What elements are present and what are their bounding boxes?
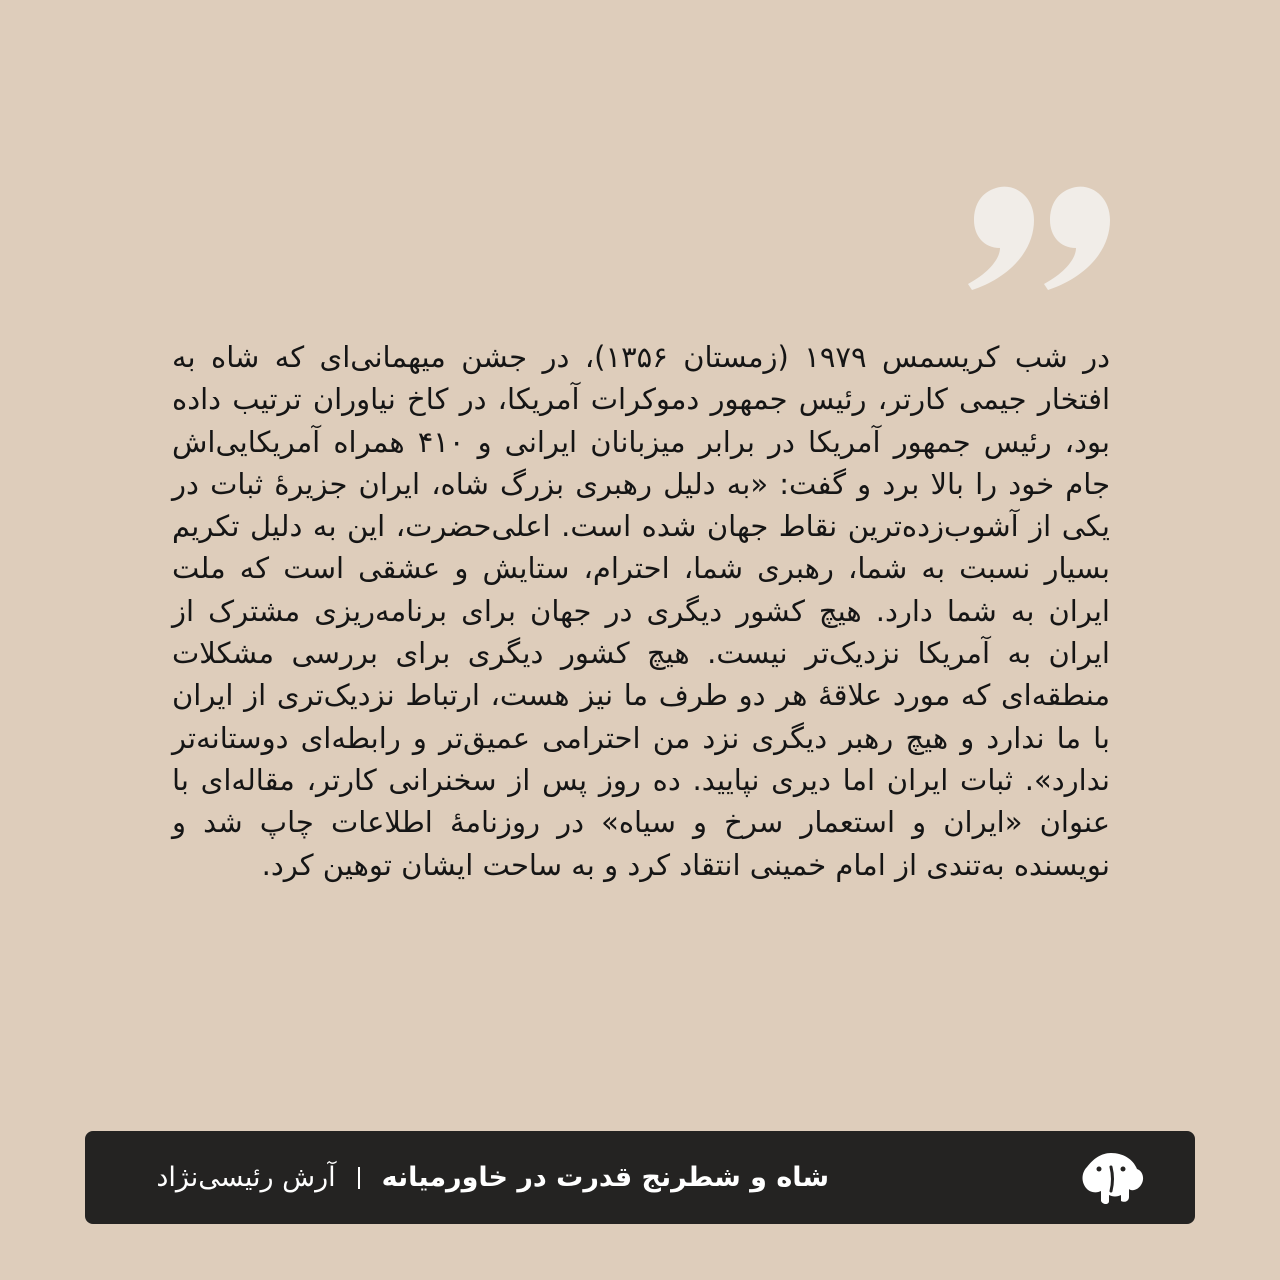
footer-bar [85,1131,1195,1224]
elephant-icon [1077,1149,1145,1207]
book-author: آرش رئیسی‌نژاد [156,1162,336,1193]
footer-divider [358,1167,360,1189]
closing-quote-icon [966,178,1110,298]
quote-text: در شب کریسمس ۱۹۷۹ (زمستان ۱۳۵۶)، در جشن میهمانی‌ای که شاه به افتخار جیمی کارتر، رئیس جمهور دموکرات آمریکا، در کاخ نیاوران ترتیب داده بود، رئیس جمهور آمریکا در برابر میزبانان ایرانی و ۴۱۰ همراه آمریکایی‌اش جام خود را بالا برد و گفت: «به دلیل رهبری بزرگ شاه، ایران جزیرهٔ ثبات در یکی از آشوب‌زده‌ترین نقاط جهان شده است. اعلی‌حضرت، این به دلیل تکریم بسیار نسبت به شما، رهبری شما، احترام، ستایش و عشقی است که ملت ایران به شما دارد. هیچ کشور دیگری در جهان برای برنامه‌ریزی مشترک از ایران به آمریکا نزدیک‌تر نیست. هیچ کشور دیگری برای بررسی مشکلات منطقه‌ای که مورد علاقهٔ هر دو طرف ما نیز هست، ارتباط نزدیک‌تری از ایران با ما ندارد و هیچ رهبر دیگری نزد من احترامی عمیق‌تر و رابطه‌ای دوستانه‌تر ندارد». ثبات ایران اما دیری نپایید. ده روز پس از سخنرانی کارتر، مقاله‌ای با عنوان «ایران و استعمار سرخ و سیاه» در روزنامهٔ اطلاعات چاپ شد و نویسنده به‌تندی از امام خمینی انتقاد کرد و به ساحت ایشان توهین کرد. [172,340,1110,882]
book-title: شاه و شطرنج قدرت در خاورمیانه [381,1162,829,1193]
